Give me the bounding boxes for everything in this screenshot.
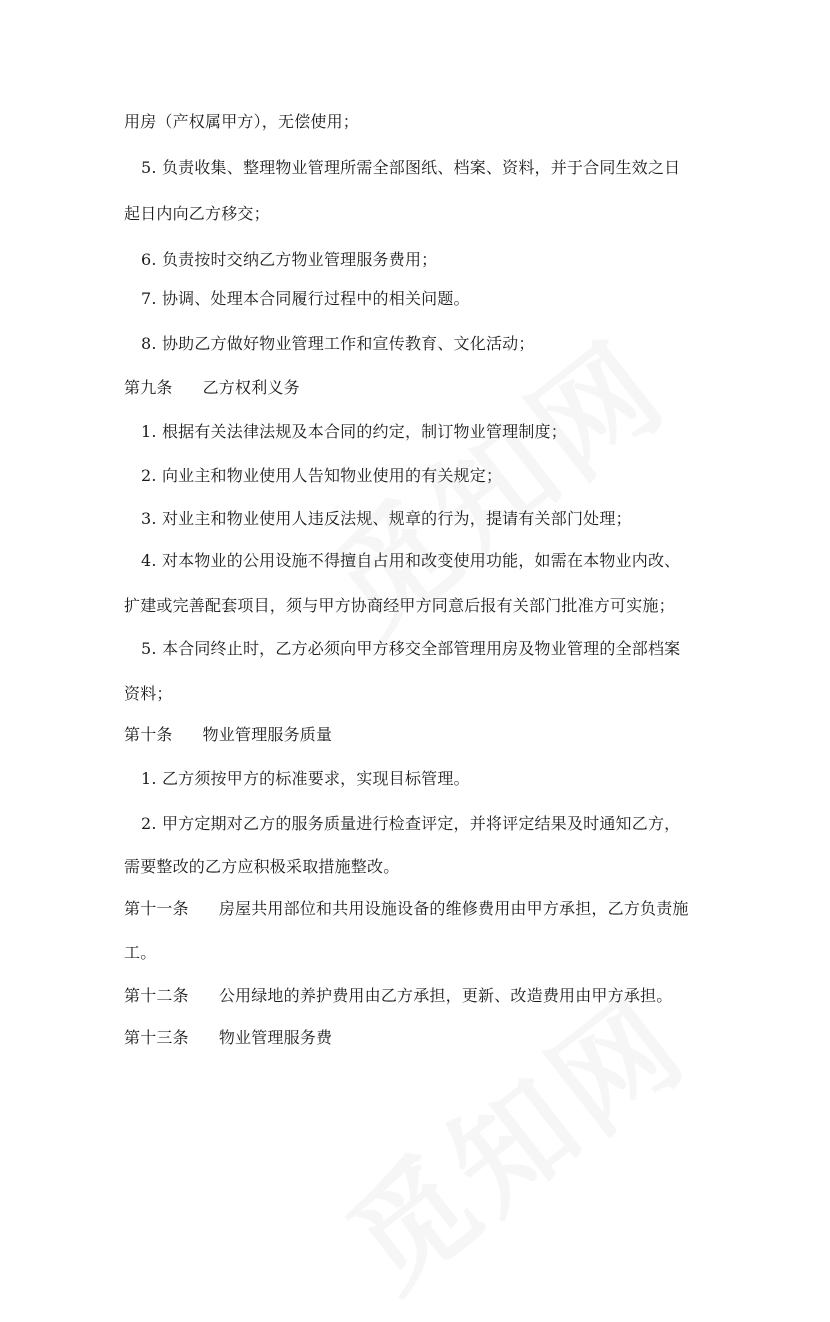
list-item: 1. 乙方须按甲方的标准要求，实现目标管理。: [141, 769, 470, 788]
text-line: 资料；: [124, 684, 173, 703]
article-number: 第十条: [124, 725, 173, 744]
list-item: 4. 对本物业的公用设施不得擅自占用和改变使用功能，如需在本物业内改、: [141, 551, 681, 570]
article-heading: [0, 724, 332, 746]
article-title: 物业管理服务费: [218, 1028, 333, 1047]
article-number: 第十三条: [124, 1028, 189, 1047]
list-item: 6. 负责按时交纳乙方物业管理服务费用；: [141, 250, 438, 269]
article-heading: [0, 985, 672, 1007]
list-item: 3. 对业主和物业使用人违反法规、规章的行为，提请有关部门处理；: [141, 509, 632, 528]
text-line: 用房（产权属甲方），无偿使用；: [124, 112, 360, 131]
list-item: 2. 向业主和物业使用人告知物业使用的有关规定；: [141, 466, 503, 485]
article-number: 第十二条: [124, 986, 189, 1005]
list-item: 8. 协助乙方做好物业管理工作和宣传教育、文化活动；: [141, 334, 535, 353]
text-line: 需要整改的乙方应积极采取措施整改。: [124, 857, 400, 876]
article-number: 第十一条: [124, 899, 189, 918]
article-heading: [0, 1027, 332, 1049]
list-item: 1. 根据有关法律法规及本合同的约定，制订物业管理制度；: [141, 422, 567, 441]
text-line: 起日内向乙方移交；: [124, 204, 270, 223]
text-line: 工。: [124, 943, 157, 962]
list-item: 5. 本合同终止时，乙方必须向甲方移交全部管理用房及物业管理的全部档案: [141, 639, 681, 658]
article-number: 第九条: [124, 378, 173, 397]
list-item: 5. 负责收集、整理物业管理所需全部图纸、档案、资料，并于合同生效之日: [141, 158, 681, 177]
list-item: 7. 协调、处理本合同履行过程中的相关问题。: [141, 289, 470, 308]
list-item: 2. 甲方定期对乙方的服务质量进行检查评定，并将评定结果及时通知乙方，: [141, 814, 681, 833]
article-text: 房屋共用部位和共用设施设备的维修费用由甲方承担，乙方负责施: [218, 899, 689, 918]
article-title: 乙方权利义务: [202, 378, 300, 397]
text-line: 扩建或完善配套项目，须与甲方协商经甲方同意后报有关部门批准方可实施；: [124, 596, 675, 615]
article-heading: [0, 898, 689, 920]
article-heading: [0, 377, 300, 399]
article-title: 物业管理服务质量: [202, 725, 333, 744]
article-text: 公用绿地的养护费用由乙方承担，更新、改造费用由甲方承担。: [218, 986, 673, 1005]
